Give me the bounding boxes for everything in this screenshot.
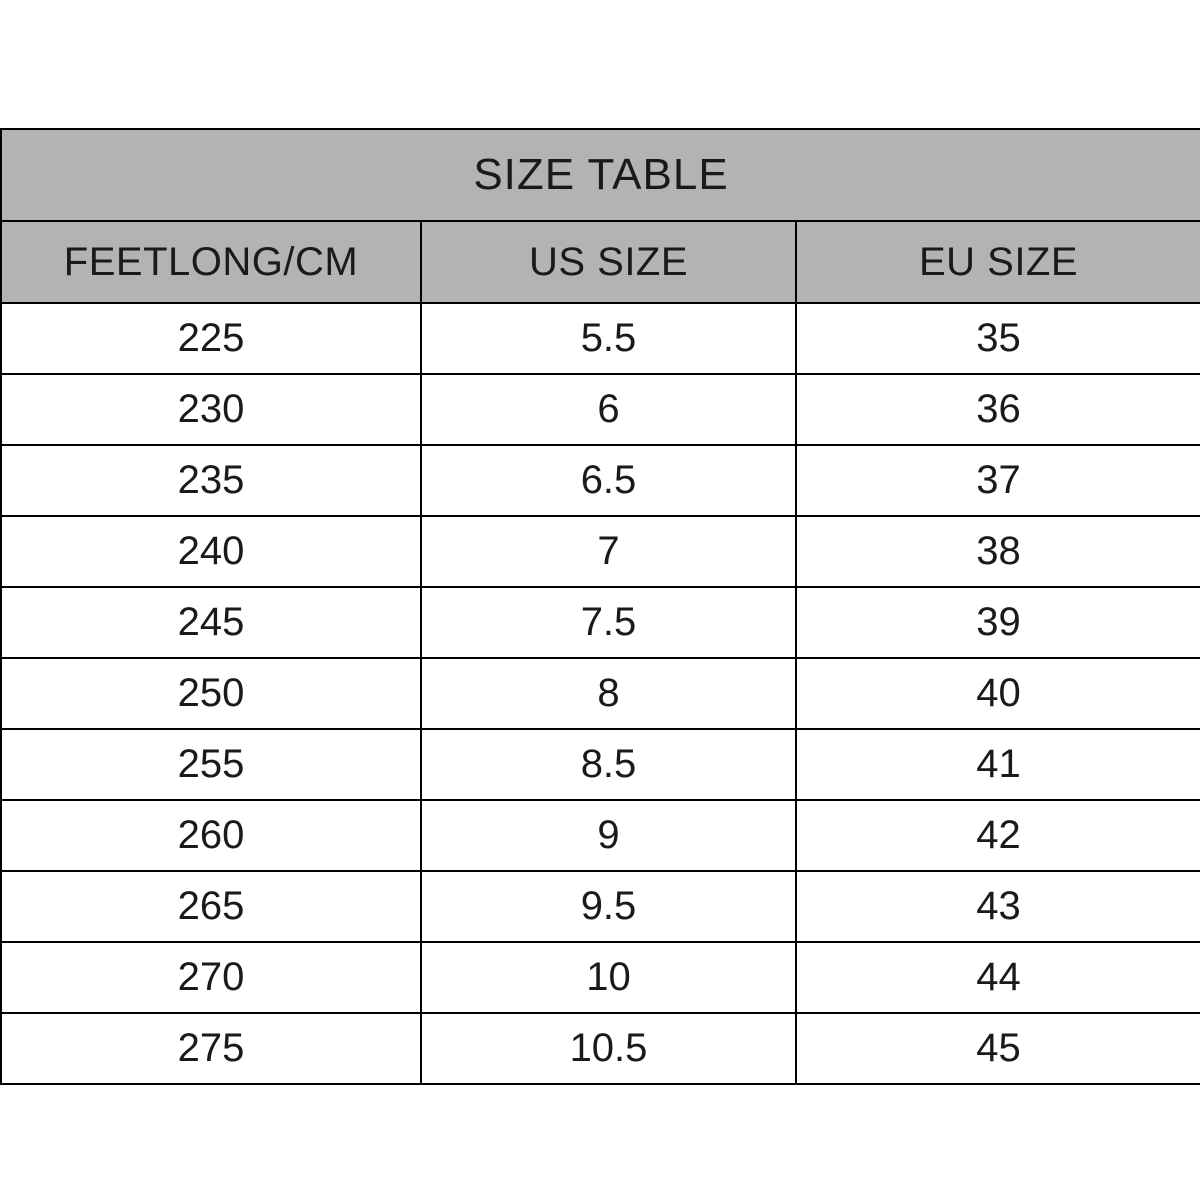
cell-feetlong: 245 bbox=[1, 587, 421, 658]
cell-eu-size: 35 bbox=[796, 303, 1200, 374]
cell-eu-size: 41 bbox=[796, 729, 1200, 800]
table-row bbox=[1, 942, 1200, 1013]
cell-eu-size: 44 bbox=[796, 942, 1200, 1013]
cell-us-size: 8 bbox=[421, 658, 796, 729]
column-header-eu-size: EU SIZE bbox=[796, 221, 1200, 303]
cell-feetlong: 235 bbox=[1, 445, 421, 516]
cell-us-size: 9 bbox=[421, 800, 796, 871]
column-header-us-size: US SIZE bbox=[421, 221, 796, 303]
cell-feetlong: 230 bbox=[1, 374, 421, 445]
cell-feetlong: 255 bbox=[1, 729, 421, 800]
table-row bbox=[1, 587, 1200, 658]
cell-eu-size: 40 bbox=[796, 658, 1200, 729]
cell-feetlong: 275 bbox=[1, 1013, 421, 1084]
table-row bbox=[1, 729, 1200, 800]
table-row bbox=[1, 800, 1200, 871]
table-row bbox=[1, 1013, 1200, 1084]
cell-us-size: 8.5 bbox=[421, 729, 796, 800]
table-row bbox=[1, 658, 1200, 729]
column-header-feetlong: FEETLONG/CM bbox=[1, 221, 421, 303]
cell-eu-size: 37 bbox=[796, 445, 1200, 516]
cell-eu-size: 36 bbox=[796, 374, 1200, 445]
table-row bbox=[1, 445, 1200, 516]
cell-us-size: 10 bbox=[421, 942, 796, 1013]
cell-feetlong: 265 bbox=[1, 871, 421, 942]
cell-eu-size: 45 bbox=[796, 1013, 1200, 1084]
table-row bbox=[1, 516, 1200, 587]
cell-feetlong: 260 bbox=[1, 800, 421, 871]
size-table bbox=[0, 128, 1200, 1085]
cell-feetlong: 225 bbox=[1, 303, 421, 374]
cell-us-size: 5.5 bbox=[421, 303, 796, 374]
cell-feetlong: 270 bbox=[1, 942, 421, 1013]
cell-eu-size: 39 bbox=[796, 587, 1200, 658]
cell-eu-size: 38 bbox=[796, 516, 1200, 587]
cell-us-size: 9.5 bbox=[421, 871, 796, 942]
table-row bbox=[1, 303, 1200, 374]
table-header-row bbox=[1, 221, 1200, 303]
cell-feetlong: 250 bbox=[1, 658, 421, 729]
size-table-container bbox=[0, 128, 1200, 1085]
cell-us-size: 7.5 bbox=[421, 587, 796, 658]
cell-us-size: 10.5 bbox=[421, 1013, 796, 1084]
cell-eu-size: 42 bbox=[796, 800, 1200, 871]
cell-us-size: 7 bbox=[421, 516, 796, 587]
cell-us-size: 6.5 bbox=[421, 445, 796, 516]
table-row bbox=[1, 374, 1200, 445]
cell-feetlong: 240 bbox=[1, 516, 421, 587]
table-title: SIZE TABLE bbox=[1, 129, 1200, 221]
table-title-row bbox=[1, 129, 1200, 221]
cell-eu-size: 43 bbox=[796, 871, 1200, 942]
table-row bbox=[1, 871, 1200, 942]
cell-us-size: 6 bbox=[421, 374, 796, 445]
